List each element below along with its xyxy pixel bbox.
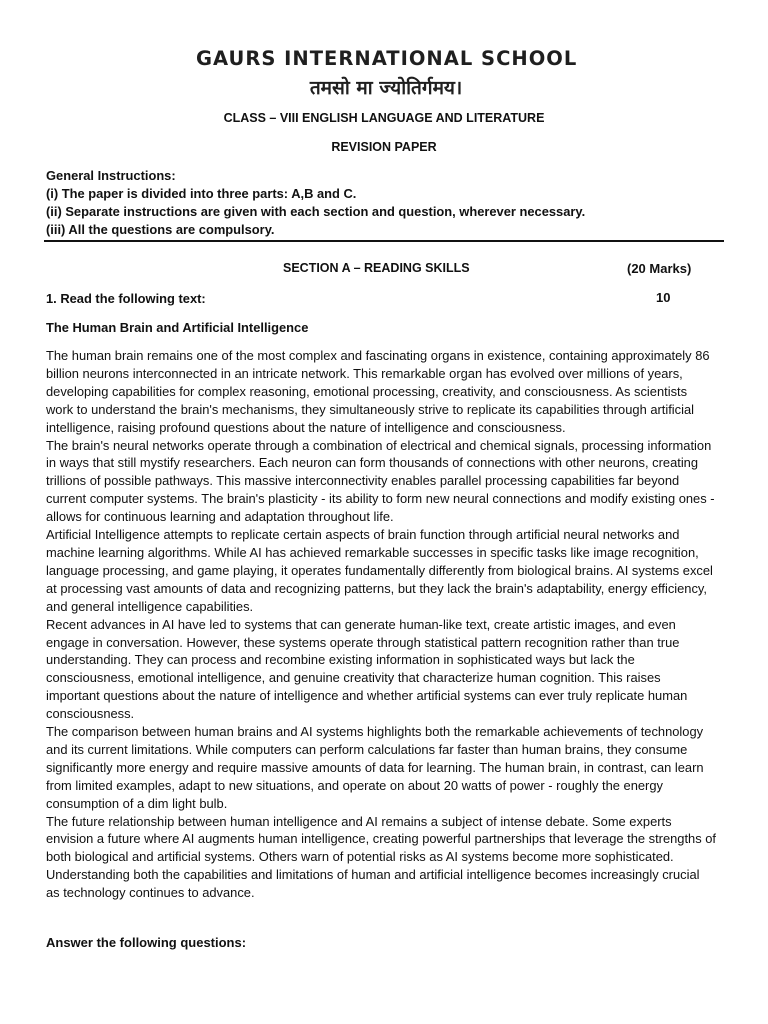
header-divider [44,240,724,242]
instruction-item: (ii) Separate instructions are given with each section and question, wherever necessary. [46,204,586,219]
class-title: CLASS – VIII ENGLISH LANGUAGE AND LITERATURE [223,111,545,125]
instruction-item: (i) The paper is divided into three parts: A,B and C. [46,186,357,201]
school-logo [196,46,576,102]
question-marks: 10 [656,290,671,305]
passage-paragraph: The brain's neural networks operate through a combination of electrical and chemical signals, processing information in ways that still mystify researchers. Each neuron can form thousands of connections with other neurons, creating trillions of possible pathways. This massive interconnectivity enables parallel processing capabilities far beyond current computer systems. The brain's plasticity - its ability to form new neural connections and modify existing ones - allows for continuous learning and adaptation throughout life. [46,437,715,525]
passage-text [46,347,716,902]
passage-paragraph: The human brain remains one of the most complex and fascinating organs in existence, containing approximately 86 billion neurons interconnected in an intricate network. This remarkable organ has evolved over millions of years, developing capabilities for complex reasoning, emotional processing, creativity, and consciousness. As scientists work to understand the brain's mechanisms, they simultaneously strive to replicate its capabilities through artificial intelligence, raising profound questions about the nature of intelligence and consciousness. [46,348,710,435]
instruction-item: (iii) All the questions are compulsory. [46,222,275,237]
passage-paragraph: Recent advances in AI have led to systems that can generate human-like text, create artistic images, and even engage in conversation. However, these systems operate through statistical pattern recognition rather than true understanding. They can process and recombine existing information in sophisticated ways but lack the consciousness, emotional intelligence, and genuine creativity that characterize human cognition. This raises important questions about the nature of intelligence and whether artificial systems can ever truly replicate human consciousness. [46,616,688,722]
school-name: GAURS INTERNATIONAL SCHOOL [196,47,578,70]
passage-paragraph: The comparison between human brains and AI systems highlights both the remarkable achievements of technology and its current limitations. While computers can perform calculations far faster than human brains, they consume significantly more energy and require massive amounts of data for learning. The human brain, in contrast, can learn from limited examples, adapt to new situations, and operate on about 20 watts of power - roughly the energy consumption of a dim light bulb. [46,724,704,811]
answer-prompt: Answer the following questions: [46,935,247,950]
passage-title: The Human Brain and Artificial Intelligence [46,320,309,335]
passage-paragraph: The future relationship between human intelligence and AI remains a subject of intense debate. Some experts envision a future where AI augments human intelligence, creating powerful partnerships that leverage the strengths of both biological and artificial systems. Others warn of potential risks as AI systems become more sophisticated. Understanding both the capabilities and limitations of human and artificial intelligence becomes increasingly crucial as technology continues to advance. [46,813,716,901]
paper-title: REVISION PAPER [331,140,437,154]
instructions-heading: General Instructions: [46,168,176,183]
section-marks: (20 Marks) [627,261,692,276]
school-motto: तमसो मा ज्योतिर्गमय। [309,77,463,99]
question-prompt: 1. Read the following text: [46,291,206,306]
section-title: SECTION A – READING SKILLS [283,261,470,275]
passage-paragraph: Artificial Intelligence attempts to replicate certain aspects of brain function through artificial neural networks and machine learning algorithms. While AI has achieved remarkable successes in specific tasks like image recognition, language processing, and game playing, it operates fundamentally differently from biological brains. AI systems excel at processing vast amounts of data and recognizing patterns, but they lack the brain's adaptability, energy efficiency, and general intelligence capabilities. [46,527,713,614]
